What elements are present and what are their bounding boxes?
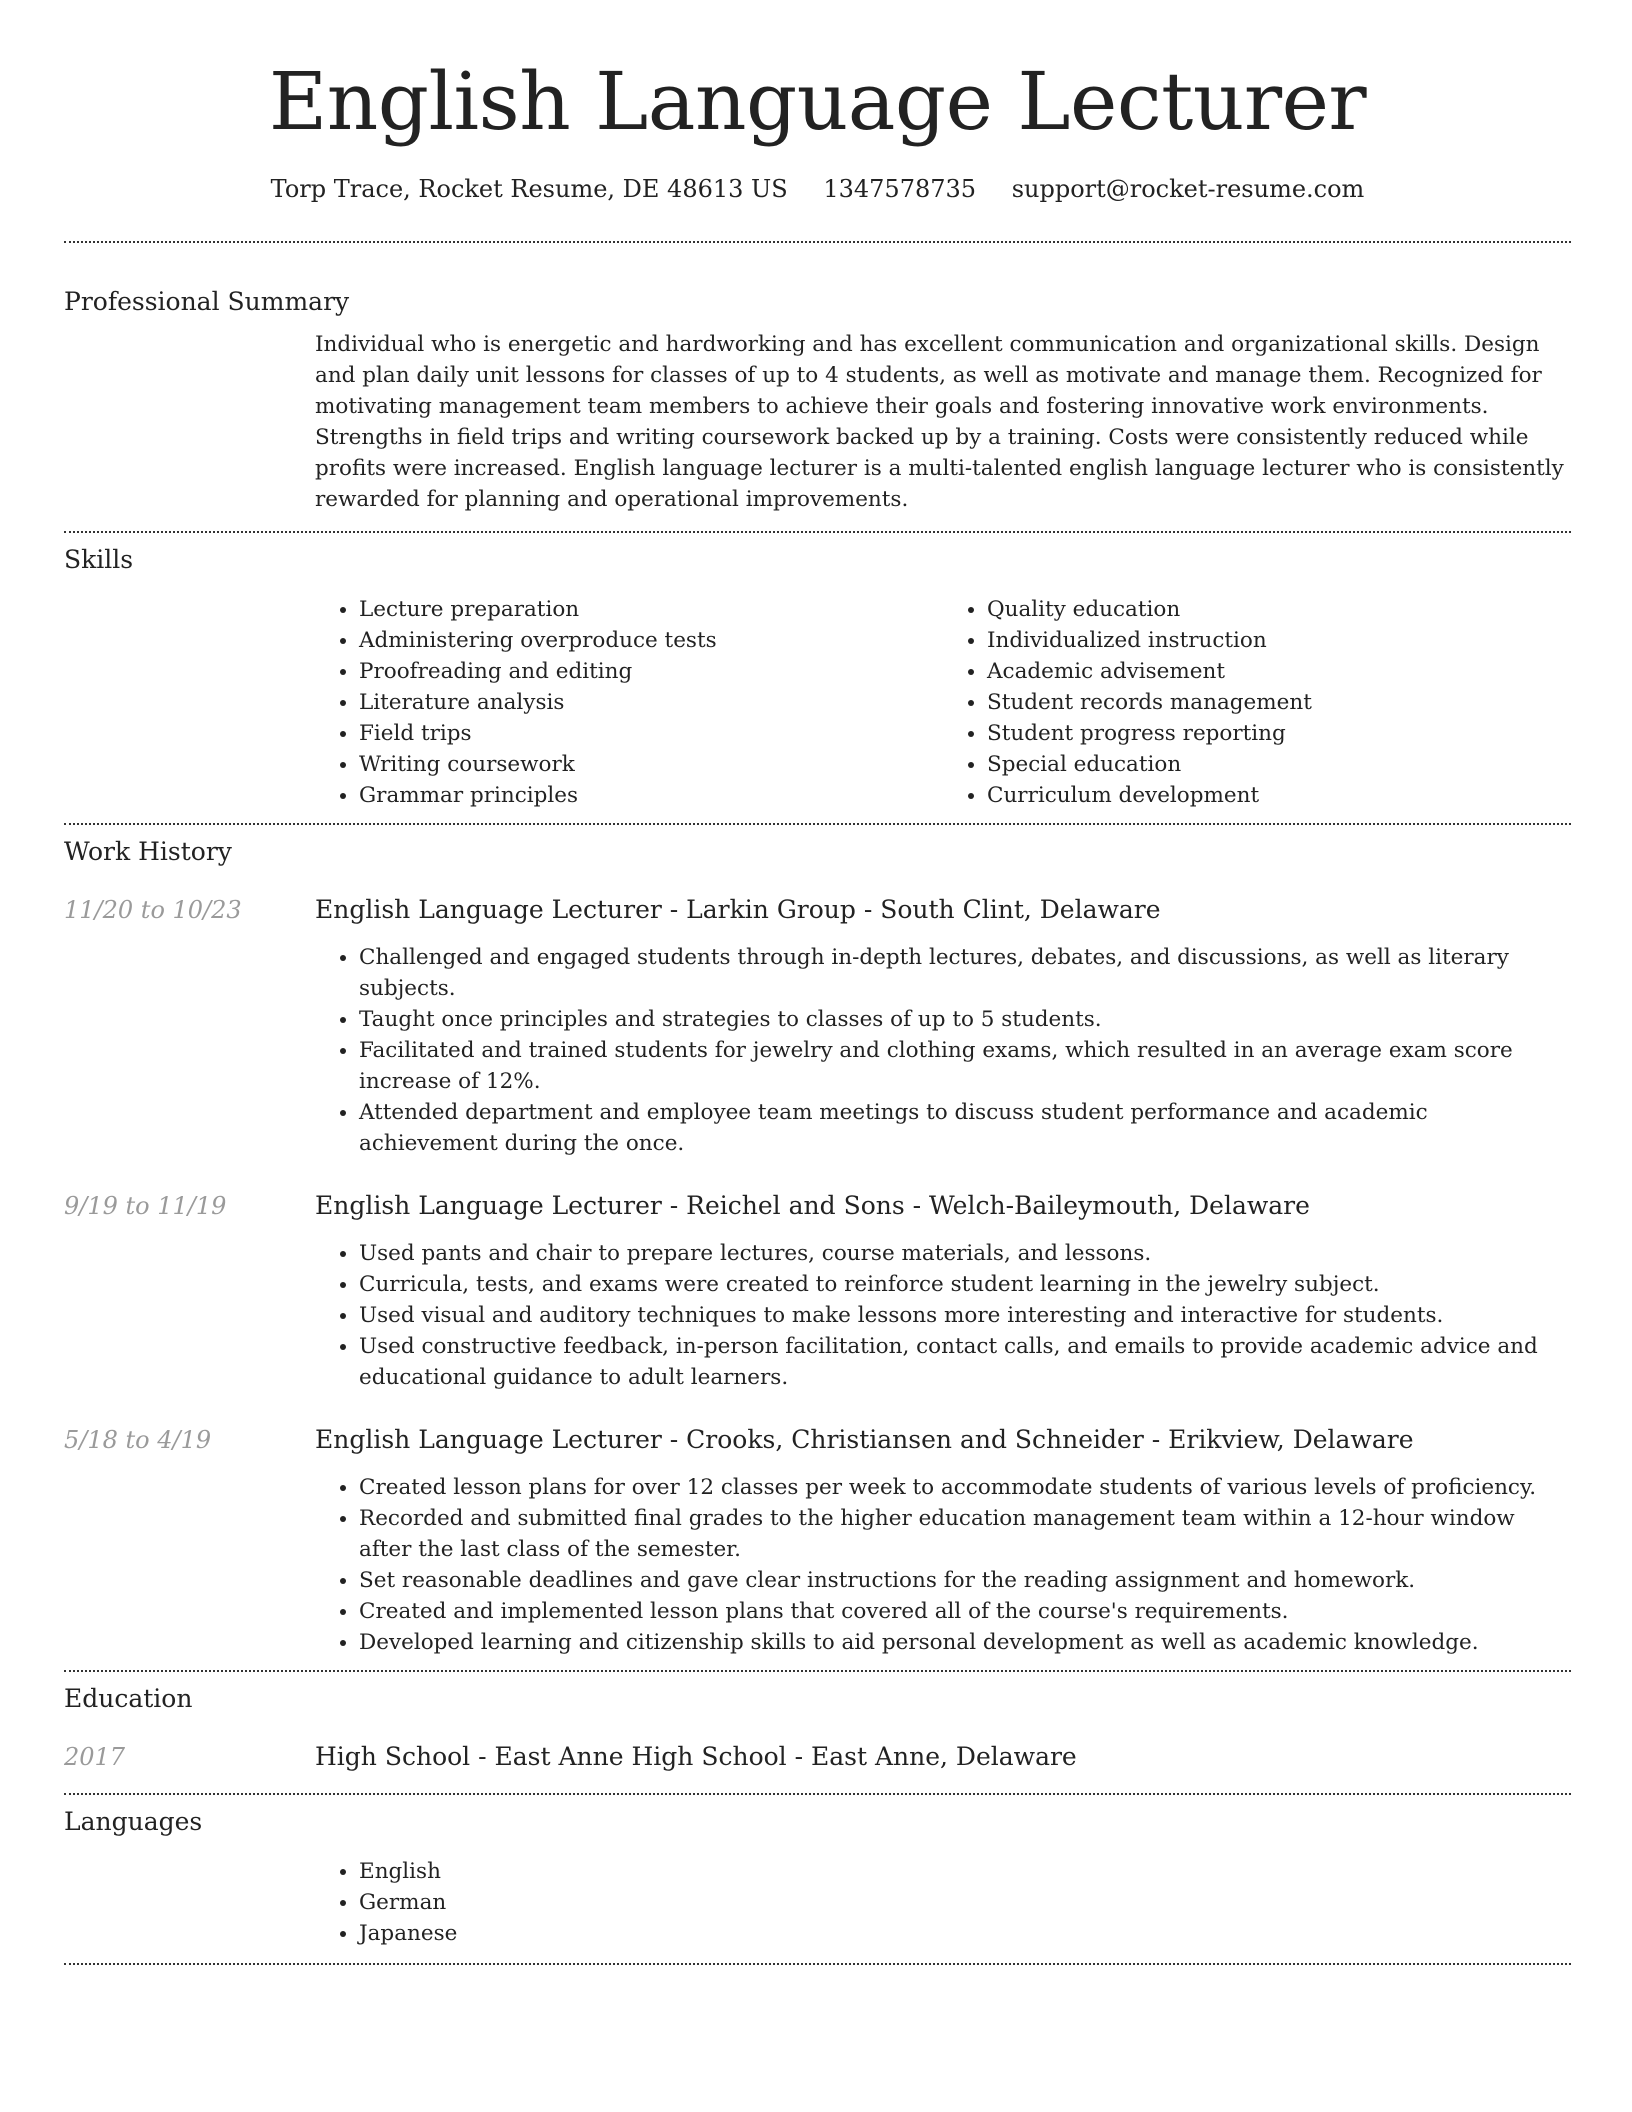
skill-item: • Academic advisement [987,656,1571,687]
job-heading: English Language Lecturer - Reichel and Sons - Welch-Baileymouth, Delaware [315,1191,1310,1220]
work-title: Work History [64,837,232,866]
job-bullets [315,942,1571,1159]
skills-section [64,543,1571,811]
job-bullet: • Used constructive feedback, in-person facilitation, contact calls, and emails to provide academic advice and educational guidance to adult learners. [359,1331,1571,1393]
skills-right-list [943,594,1571,811]
job-bullet: • Challenged and engaged students through in-depth lectures, debates, and discussions, as well as literary subjects. [359,942,1571,1004]
contact-address: Torp Trace, Rocket Resume, DE 48613 US [270,175,788,203]
skill-item: • Curriculum development [987,780,1571,811]
skill-item: • Student progress reporting [987,718,1571,749]
job-entry [64,1189,1571,1393]
job-bullet: • Facilitated and trained students for jewelry and clothing exams, which resulted in an average exam score increase of 12%. [359,1035,1571,1097]
job-bullet: • Attended department and employee team meetings to discuss student performance and academic achievement during the once. [359,1097,1571,1159]
job-date: 9/19 to 11/19 [64,1192,227,1220]
skills-title: Skills [64,545,134,574]
summary-text: Individual who is energetic and hardworking and has excellent communication and organizational skills. Design and plan daily unit lessons for classes of up to 4 students, as well as motivate and manage them. Recognized for motivating management team members to achieve their goals and fostering innovative work environments. Strengths in field trips and writing coursework backed up by a training. Costs were consistently reduced while profits were increased. English language lecturer is a multi-talented english language lecturer who is consistently rewarded for planning and operational improvements. [315,332,1564,512]
education-entry [64,1740,1571,1774]
job-bullet: • Set reasonable deadlines and gave clear instructions for the reading assignment and homework. [359,1565,1571,1596]
contact-phone: 1347578735 [823,175,977,203]
education-heading: High School - East Anne High School - East Anne, Delaware [315,1742,1077,1771]
languages-title: Languages [64,1807,203,1836]
skill-item: • Special education [987,749,1571,780]
skill-item: • Literature analysis [359,687,943,718]
languages-section [64,1805,1571,1949]
divider [64,241,1571,243]
summary-title: Professional Summary [64,287,350,316]
job-date: 5/18 to 4/19 [64,1426,212,1454]
contact-line [64,172,1571,206]
divider [64,1670,1571,1672]
job-bullet: • Created lesson plans for over 12 classes per week to accommodate students of various levels of proficiency. [359,1472,1571,1503]
job-bullets [315,1238,1571,1393]
divider [64,823,1571,825]
job-bullet: • Taught once principles and strategies to classes of up to 5 students. [359,1004,1571,1035]
job-bullet: • Used visual and auditory techniques to make lessons more interesting and interactive for students. [359,1300,1571,1331]
divider [64,1963,1571,1965]
job-bullet: • Created and implemented lesson plans that covered all of the course's requirements. [359,1596,1571,1627]
skills-left-list [315,594,943,811]
job-heading: English Language Lecturer - Crooks, Christiansen and Schneider - Erikview, Delaware [315,1425,1414,1454]
language-item: • Japanese [359,1918,1571,1949]
job-bullet: • Curricula, tests, and exams were created to reinforce student learning in the jewelry subject. [359,1269,1571,1300]
language-item: • German [359,1887,1571,1918]
summary-section [64,285,1571,515]
education-section [64,1682,1571,1774]
education-title: Education [64,1684,193,1713]
work-section [64,835,1571,1658]
divider [64,1793,1571,1795]
divider [64,531,1571,533]
job-bullets [315,1472,1571,1658]
job-heading: English Language Lecturer - Larkin Group - South Clint, Delaware [315,895,1161,924]
resume-page [64,0,1571,1965]
skill-item: • Field trips [359,718,943,749]
job-bullet: • Recorded and submitted final grades to the higher education management team within a 12-hour window after the last class of the semester. [359,1503,1571,1565]
skill-item: • Proofreading and editing [359,656,943,687]
language-item: • English [359,1856,1571,1887]
resume-name: English Language Lecturer [268,55,1367,148]
skill-item: • Administering overproduce tests [359,625,943,656]
skill-item: • Student records management [987,687,1571,718]
languages-list [315,1856,1571,1949]
skill-item: • Quality education [987,594,1571,625]
skill-item: • Writing coursework [359,749,943,780]
education-date: 2017 [64,1743,126,1771]
contact-email: support@rocket-resume.com [1011,175,1365,203]
job-entry [64,893,1571,1159]
skill-item: • Grammar principles [359,780,943,811]
job-entry [64,1423,1571,1658]
job-bullet: • Used pants and chair to prepare lectures, course materials, and lessons. [359,1238,1571,1269]
job-bullet: • Developed learning and citizenship skills to aid personal development as well as academic knowledge. [359,1627,1571,1658]
job-date: 11/20 to 10/23 [64,896,242,924]
skill-item: • Lecture preparation [359,594,943,625]
skill-item: • Individualized instruction [987,625,1571,656]
skills-grid [315,594,1571,811]
